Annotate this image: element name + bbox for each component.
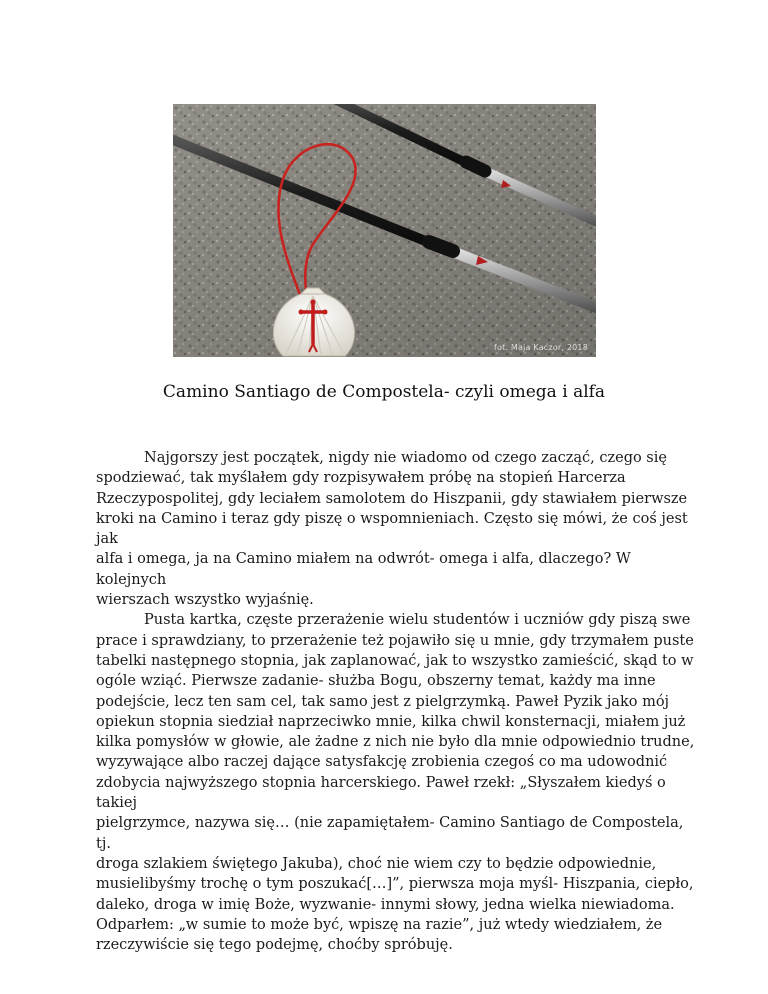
text-line: spodziewać, tak myślałem gdy rozpisywałem próbę na stopień Harcerza xyxy=(96,470,626,487)
text-line: rzeczywiście się tego podejmę, choćby spróbuję. xyxy=(96,937,453,954)
text-line: Rzeczypospolitej, gdy leciałem samolotem do Hiszpanii, gdy stawiałem pierwsze xyxy=(96,490,688,507)
text-line: kilka pomysłów w głowie, ale żadne z nich nie było dla mnie odpowiednio trudne, xyxy=(96,734,695,751)
text-line: wierszach wszystko wyjaśnię. xyxy=(96,592,314,609)
text-line: Odparłem: „w sumie to może być, wpiszę na razie”, już wtedy wiedziałem, że xyxy=(96,916,663,933)
text-line: musielibyśmy trochę o tym poszukać[…]”, pierwsza moja myśl- Hiszpania, ciepło, xyxy=(96,876,694,893)
text-line: daleko, droga w imię Boże, wyzwanie- innymi słowy, jedna wielka niewiadoma. xyxy=(96,896,675,913)
text-line: zdobycia najwyższego stopnia harcerskiego. Paweł rzekł: „Słyszałem kiedyś o takiej xyxy=(96,774,666,812)
text-line: ogóle wziąć. Pierwsze zadanie- służba Bogu, obszerny temat, każdy ma inne xyxy=(96,673,656,690)
photo-credit: fot. Maja Kaczor, 2018 xyxy=(493,343,588,352)
text-line: Pusta kartka, częste przerażenie wielu studentów i uczniów gdy piszą swe xyxy=(144,612,691,629)
document-title: Camino Santiago de Compostela- czyli omega i alfa xyxy=(162,382,606,402)
text-line: podejście, lecz ten sam cel, tak samo jest z pielgrzymką. Paweł Pyzik jako mój xyxy=(96,693,670,710)
cover-photo xyxy=(173,104,596,357)
text-line: droga szlakiem świętego Jakuba), choć nie wiem czy to będzie odpowiednie, xyxy=(96,855,657,872)
text-line: tabelki następnego stopnia, jak zaplanować, jak to wszystko zamieścić, skąd to w xyxy=(96,652,694,669)
text-line: alfa i omega, ja na Camino miałem na odwrót- omega i alfa, dlaczego? W kolejnych xyxy=(96,551,631,588)
text-line: pielgrzymce, nazywa się… (nie zapamiętałem- Camino Santiago de Compostela, tj. xyxy=(96,815,684,852)
text-line: wyzywające albo raczej dające satysfakcję zrobienia czegoś co ma udowodnić xyxy=(96,754,668,771)
text-line: prace i sprawdziany, to przerażenie też pojawiło się u mnie, gdy trzymałem puste xyxy=(96,632,694,649)
text-line: opiekun stopnia siedział naprzeciwko mnie, kilka chwil konsternacji, miałem już xyxy=(96,713,686,730)
document-body xyxy=(96,448,696,955)
text-line: Najgorszy jest początek, nigdy nie wiadomo od czego zacząć, czego się xyxy=(144,450,667,466)
text-line: kroki na Camino i teraz gdy piszę o wspomnieniach. Często się mówi, że coś jest jak xyxy=(96,510,688,548)
photo-illustration xyxy=(173,104,596,357)
